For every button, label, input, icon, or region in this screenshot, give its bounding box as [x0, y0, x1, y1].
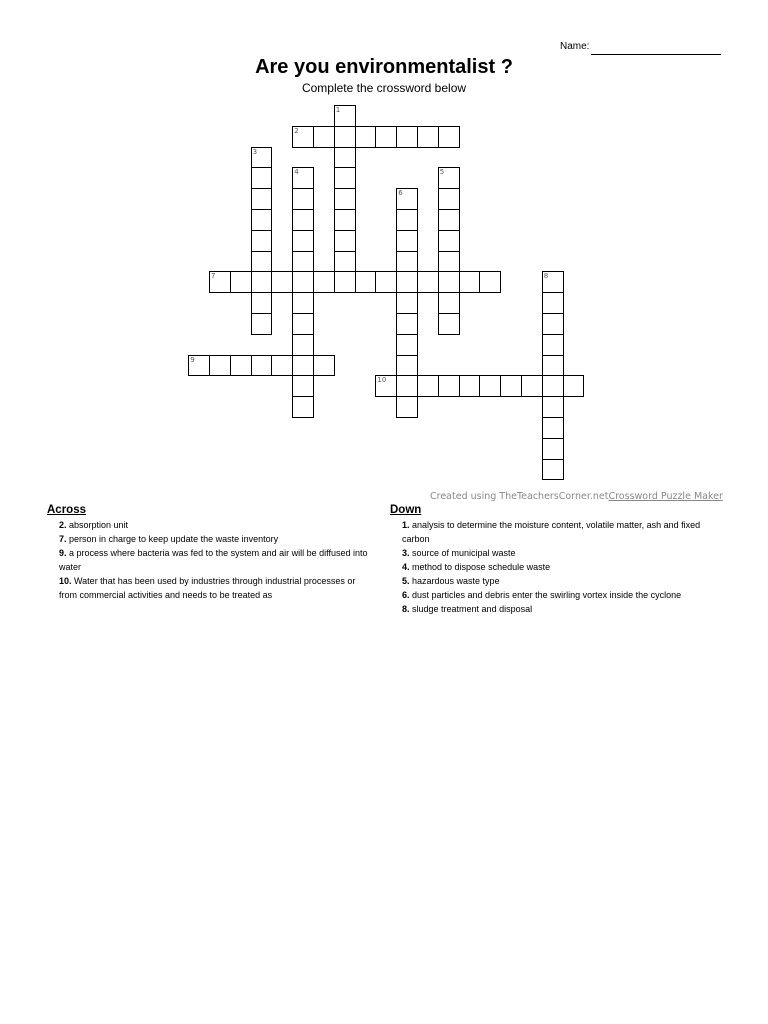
clue-item — [390, 546, 726, 560]
clue-text: Water that has been used by industries through industrial processes or from commercial activities and needs to be treated as — [59, 576, 356, 600]
crossword-cell[interactable] — [459, 271, 481, 293]
crossword-cell[interactable] — [292, 334, 314, 356]
credit-text: Created using TheTeachersCorner.net — [430, 491, 609, 502]
crossword-cell[interactable] — [396, 355, 418, 377]
crossword-cell[interactable] — [542, 313, 564, 335]
crossword-cell[interactable] — [438, 251, 460, 273]
crossword-cell[interactable] — [313, 271, 335, 293]
clue-text: method to dispose schedule waste — [409, 562, 551, 572]
crossword-cell[interactable] — [396, 396, 418, 418]
crossword-cell[interactable] — [375, 126, 397, 148]
clue-number: 10. — [59, 576, 72, 586]
across-clue-list — [47, 518, 369, 602]
crossword-cell[interactable] — [396, 209, 418, 231]
clue-number: 3. — [402, 548, 410, 558]
crossword-cell[interactable] — [271, 271, 293, 293]
crossword-cell[interactable] — [459, 375, 481, 397]
crossword-cell[interactable] — [251, 230, 273, 252]
clue-text: sludge treatment and disposal — [409, 604, 533, 614]
clue-item — [390, 518, 726, 546]
crossword-cell[interactable] — [292, 271, 314, 293]
crossword-cell[interactable] — [417, 126, 439, 148]
crossword-cell[interactable] — [396, 271, 418, 293]
clue-number-label: 6 — [398, 189, 403, 198]
crossword-cell[interactable] — [375, 271, 397, 293]
clue-number: 7. — [59, 534, 67, 544]
crossword-cell[interactable] — [251, 188, 273, 210]
crossword-cell[interactable] — [438, 313, 460, 335]
crossword-cell[interactable] — [292, 188, 314, 210]
crossword-cell[interactable] — [396, 230, 418, 252]
crossword-cell[interactable] — [251, 251, 273, 273]
crossword-cell[interactable] — [292, 313, 314, 335]
crossword-cell[interactable] — [292, 292, 314, 314]
crossword-cell[interactable] — [230, 355, 252, 377]
clue-number: 1. — [402, 520, 410, 530]
crossword-cell[interactable] — [542, 459, 564, 481]
clue-number: 6. — [402, 590, 410, 600]
clue-text: a process where bacteria was fed to the system and air will be diffused into water — [59, 548, 368, 572]
clue-item — [390, 588, 726, 602]
crossword-cell[interactable] — [500, 375, 522, 397]
crossword-cell[interactable] — [396, 251, 418, 273]
crossword-cell[interactable] — [292, 230, 314, 252]
clue-number-label: 5 — [439, 168, 445, 177]
crossword-cell[interactable] — [334, 209, 356, 231]
down-clues — [390, 503, 726, 616]
clue-number-label: 3 — [252, 147, 258, 156]
crossword-cell[interactable] — [542, 438, 564, 460]
crossword-cell[interactable] — [542, 396, 564, 418]
crossword-cell[interactable] — [334, 126, 356, 148]
clue-text: source of municipal waste — [409, 548, 516, 558]
across-heading: Across — [47, 504, 86, 516]
crossword-cell[interactable] — [292, 396, 314, 418]
crossword-cell[interactable] — [334, 147, 356, 169]
clue-item — [390, 574, 726, 588]
clue-number: 9. — [59, 548, 67, 558]
crossword-cell[interactable] — [542, 292, 564, 314]
clue-number: 2. — [59, 520, 67, 530]
clue-item — [47, 574, 369, 602]
crossword-cell[interactable] — [251, 271, 273, 293]
clue-text: hazardous waste type — [409, 576, 500, 586]
crossword-cell[interactable] — [521, 375, 543, 397]
down-heading: Down — [390, 504, 422, 516]
clue-number-label: 7 — [211, 272, 216, 281]
crossword-cell[interactable] — [438, 271, 460, 293]
crossword-cell[interactable] — [292, 251, 314, 273]
page-title: Are you environmentalist ? — [255, 56, 513, 78]
clue-number-label: 8 — [543, 272, 549, 281]
crossword-cell[interactable] — [230, 271, 252, 293]
crossword-cell[interactable] — [355, 271, 377, 293]
crossword-cell[interactable] — [313, 355, 335, 377]
clue-text: person in charge to keep update the waste inventory — [66, 534, 279, 544]
crossword-cell[interactable] — [251, 355, 273, 377]
crossword-cell[interactable] — [438, 209, 460, 231]
crossword-cell[interactable] — [251, 209, 273, 231]
across-clues — [47, 503, 369, 602]
clue-number-label: 2 — [294, 126, 299, 135]
crossword-cell[interactable] — [438, 188, 460, 210]
crossword-cell[interactable] — [438, 230, 460, 252]
clue-number-label: 1 — [335, 106, 341, 114]
crossword-cell[interactable] — [292, 355, 314, 377]
clue-number: 4. — [402, 562, 410, 572]
crossword-cell[interactable] — [417, 375, 439, 397]
clue-item — [390, 560, 726, 574]
crossword-cell[interactable] — [396, 126, 418, 148]
crossword-cell[interactable] — [438, 126, 460, 148]
crossword-cell[interactable] — [396, 334, 418, 356]
crossword-cell[interactable] — [334, 188, 356, 210]
page-subtitle: Complete the crossword below — [301, 81, 467, 95]
crossword-cell[interactable] — [542, 375, 564, 397]
crossword-cell[interactable] — [251, 313, 273, 335]
crossword-cell[interactable] — [438, 375, 460, 397]
clue-number: 8. — [402, 604, 410, 614]
name-label: Name: — [560, 41, 590, 52]
crossword-cell[interactable] — [542, 334, 564, 356]
clue-number-label: 10 — [377, 376, 387, 385]
crossword-cell[interactable] — [292, 209, 314, 231]
crossword-cell[interactable] — [479, 375, 501, 397]
crossword-cell[interactable] — [396, 313, 418, 335]
crossword-cell[interactable] — [396, 292, 418, 314]
clue-item — [47, 546, 369, 574]
clue-item — [390, 602, 726, 616]
clue-number-label: 4 — [294, 168, 299, 177]
crossword-cell[interactable] — [292, 375, 314, 397]
credit-line — [430, 491, 723, 502]
credit-link[interactable]: Crossword Puzzle Maker — [608, 491, 723, 502]
down-clue-list — [390, 518, 726, 616]
clue-text: analysis to determine the moisture content, volatile matter, ash and fixed carbon — [402, 520, 701, 544]
crossword-cell[interactable] — [438, 292, 460, 314]
crossword-cell[interactable] — [251, 292, 273, 314]
crossword-cell[interactable] — [334, 251, 356, 273]
clue-text: dust particles and debris enter the swirling vortex inside the cyclone — [409, 590, 682, 600]
crossword-cell[interactable] — [251, 167, 273, 189]
crossword-cell[interactable] — [334, 230, 356, 252]
crossword-cell[interactable] — [334, 167, 356, 189]
crossword-cell[interactable] — [417, 271, 439, 293]
crossword-cell[interactable] — [209, 355, 231, 377]
crossword-cell[interactable] — [355, 126, 377, 148]
crossword-cell[interactable] — [396, 375, 418, 397]
clue-item — [47, 532, 369, 546]
crossword-cell[interactable] — [563, 375, 585, 397]
crossword-cell[interactable] — [542, 417, 564, 439]
crossword-grid — [0, 0, 768, 500]
crossword-cell[interactable] — [271, 355, 293, 377]
crossword-cell[interactable] — [313, 126, 335, 148]
clue-text: absorption unit — [66, 520, 129, 530]
crossword-cell[interactable] — [542, 355, 564, 377]
clue-number: 5. — [402, 576, 410, 586]
crossword-cell[interactable] — [479, 271, 501, 293]
clue-number-label: 9 — [190, 355, 195, 364]
crossword-cell[interactable] — [334, 271, 356, 293]
clue-item — [47, 518, 369, 532]
